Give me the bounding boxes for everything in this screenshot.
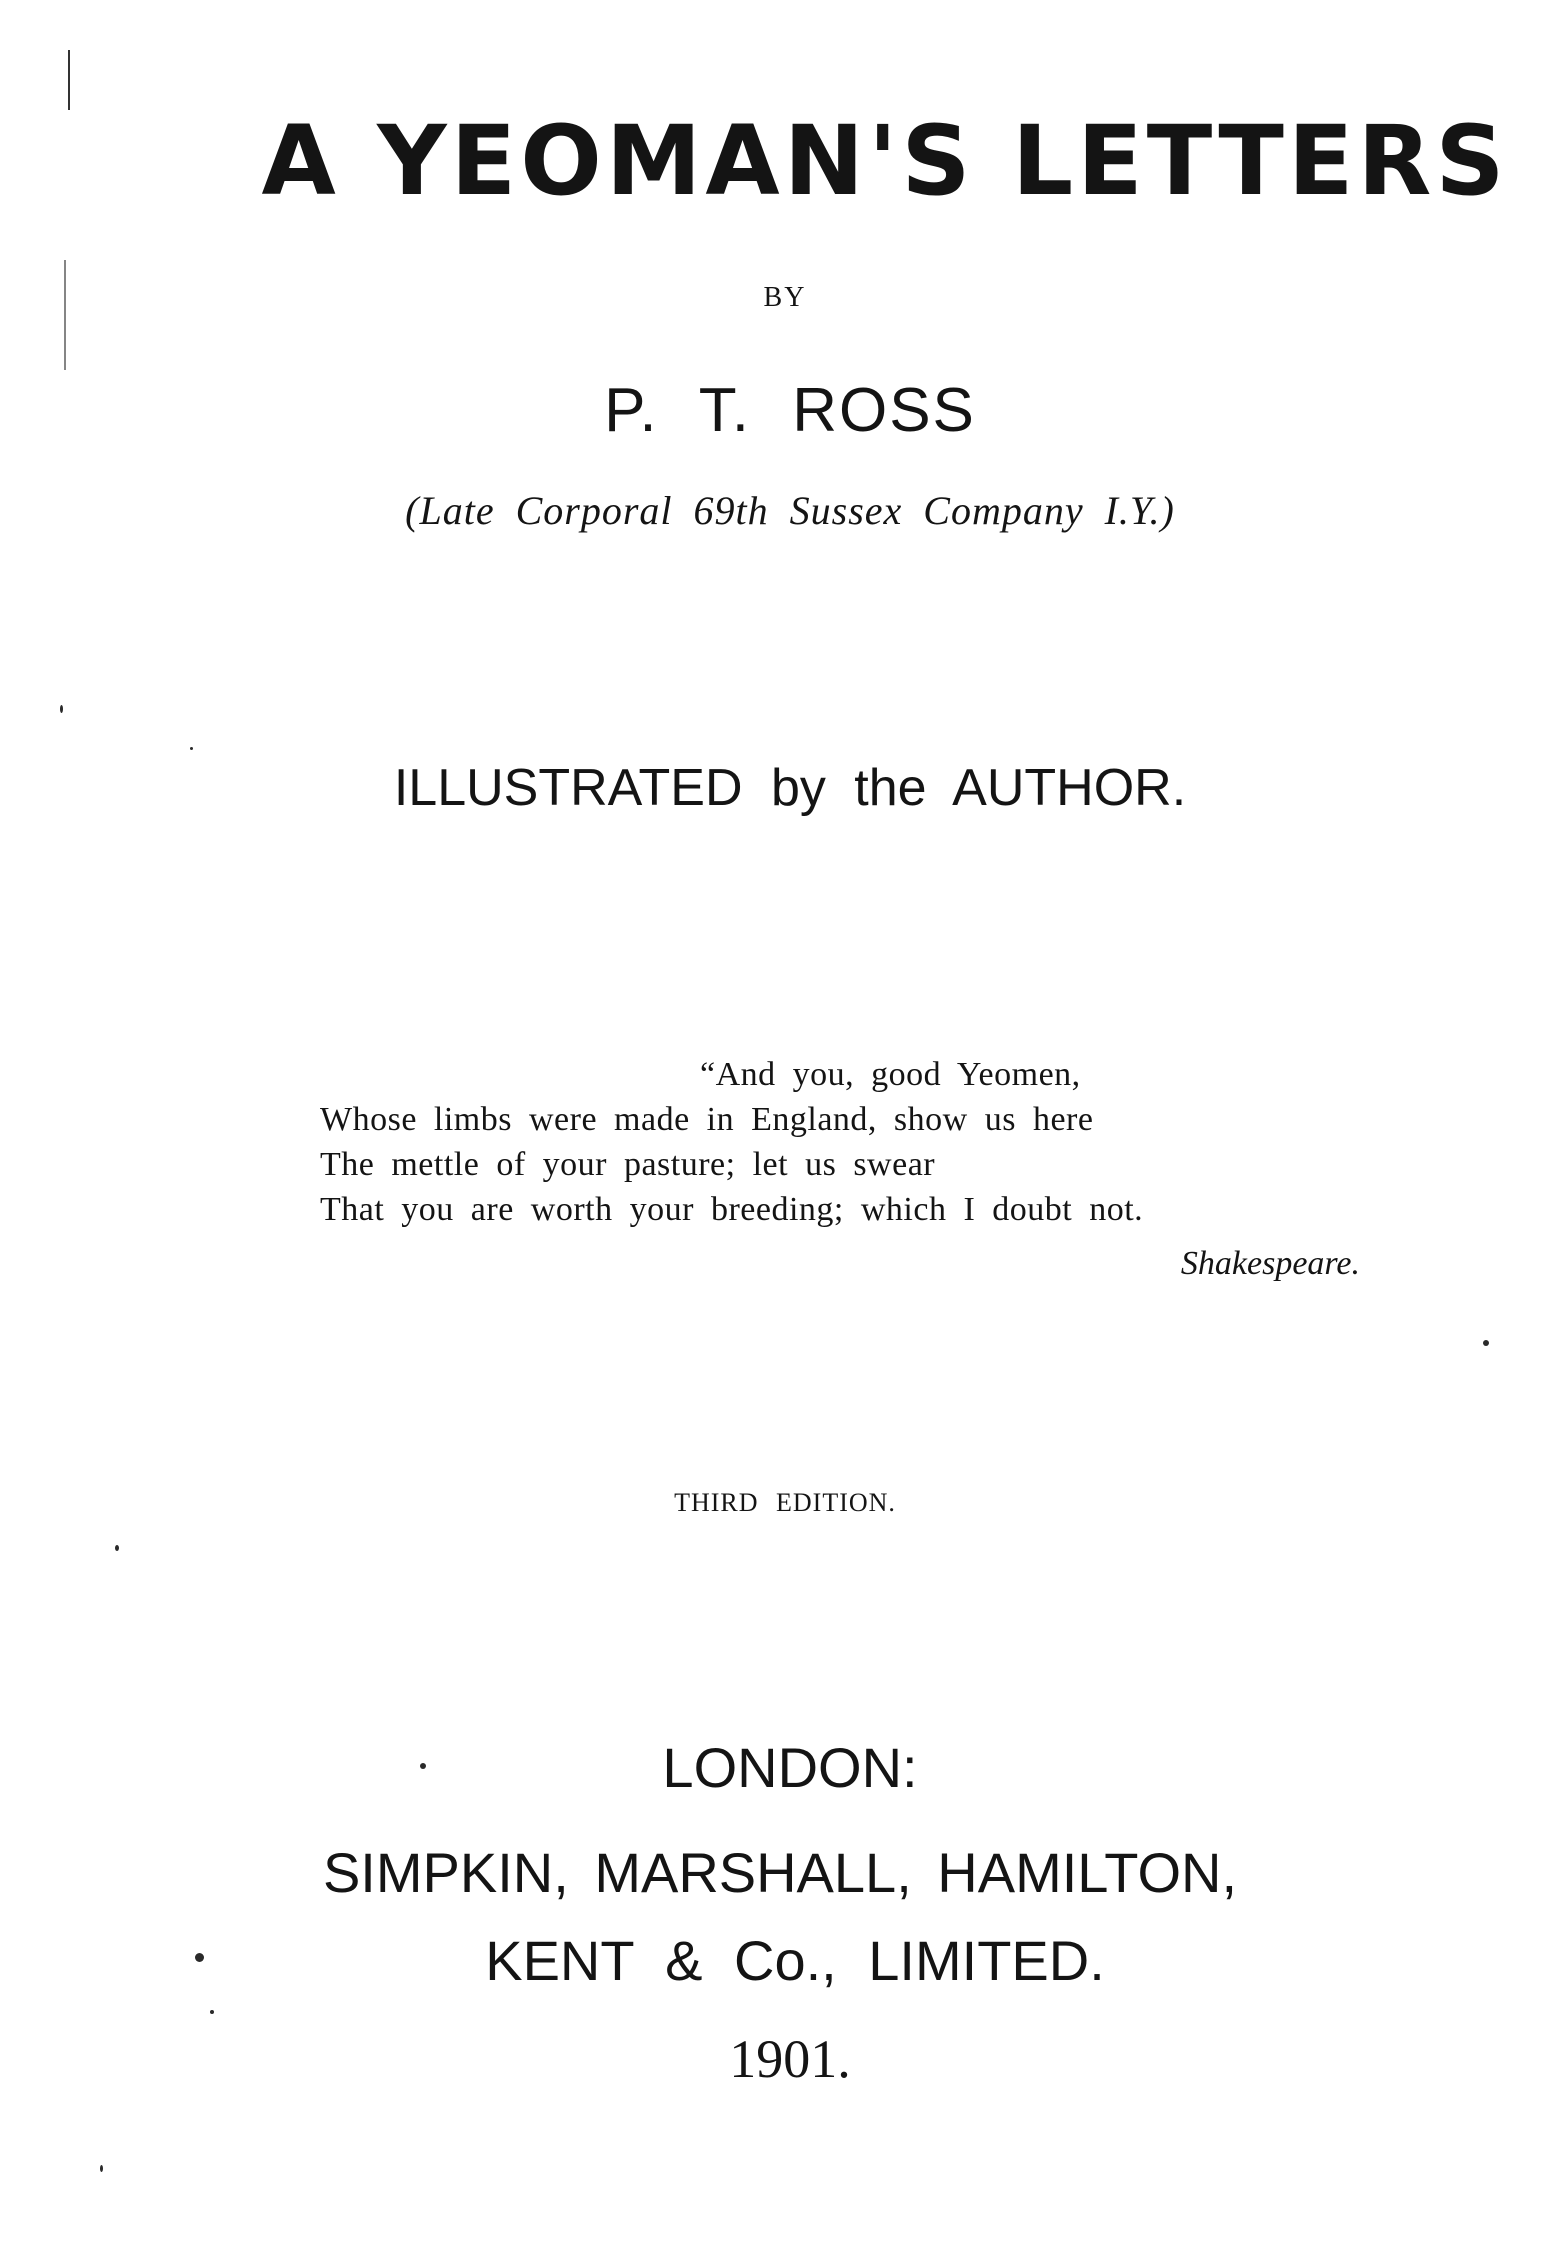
edition-label: THIRD EDITION. [674,1488,896,1517]
scan-speck [100,2165,103,2172]
author-rank: (Late Corporal 69th Sussex Company I.Y.) [405,488,1175,533]
scan-edge-mark [68,50,70,110]
scan-speck [195,1953,204,1962]
epigraph-line: The mettle of your pasture; let us swear [320,1146,936,1183]
scan-speck [210,2010,214,2014]
publisher-name-line-1: SIMPKIN, MARSHALL, HAMILTON, [322,1841,1238,1904]
book-title: A YEOMAN'S LETTERS [261,105,1509,217]
scan-speck [60,705,63,713]
scan-speck [190,747,193,750]
author-name: P. T. ROSS [604,376,976,445]
publisher-city: LONDON: [662,1736,918,1799]
illustrated-note: ILLUSTRATED by the AUTHOR. [393,759,1187,817]
epigraph-line: Whose limbs were made in England, show us here [320,1101,1094,1138]
scan-speck [115,1545,119,1551]
epigraph [320,1052,1370,1232]
publisher-name-line-2: KENT & Co., LIMITED. [485,1929,1105,1992]
epigraph-line: “And you, good Yeomen, [700,1056,1081,1093]
by-line: BY [763,282,807,313]
publication-year: 1901. [729,2029,851,2089]
epigraph-attribution: Shakespeare. [1180,1245,1360,1282]
epigraph-line: That you are worth your breeding; which I doubt not. [320,1191,1144,1228]
scan-edge-mark [64,260,66,370]
scan-speck [1483,1340,1489,1346]
scan-speck [420,1763,426,1769]
